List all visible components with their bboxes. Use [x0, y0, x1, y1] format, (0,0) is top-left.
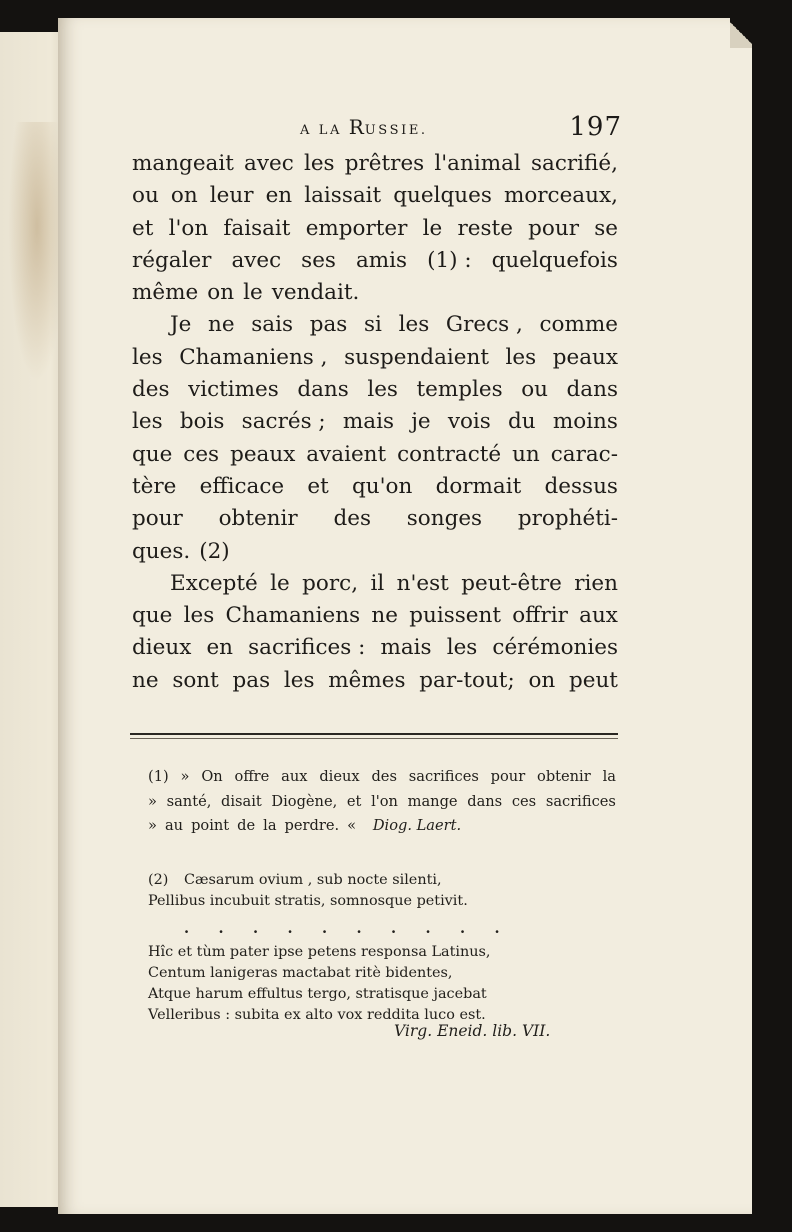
- word: amis: [355, 247, 408, 273]
- word: qu'on: [352, 473, 413, 499]
- word: les: [303, 151, 335, 176]
- word: suspendaient: [344, 344, 489, 370]
- word: (1): [148, 768, 169, 785]
- word: morceaux,: [503, 183, 618, 209]
- word: carac-: [550, 441, 618, 467]
- word: que: [132, 441, 173, 467]
- main-text: [132, 148, 618, 697]
- text-line: [132, 342, 618, 374]
- footnote-2-marker: (2): [148, 872, 169, 888]
- footnote-2: [148, 870, 588, 1026]
- word: peaux: [230, 441, 296, 467]
- ellipsis-dot: .: [391, 920, 397, 937]
- word: dessus: [544, 473, 618, 499]
- word: aux: [281, 768, 308, 785]
- word: des: [333, 506, 371, 532]
- word: la: [602, 768, 616, 785]
- word: leur: [209, 183, 254, 209]
- text-line: [132, 245, 618, 277]
- word: tère: [132, 473, 177, 499]
- text-line: [132, 568, 618, 600]
- word: peaux: [552, 344, 618, 370]
- word: les: [132, 409, 163, 435]
- ellipsis-dot: .: [218, 920, 224, 937]
- word: «: [347, 817, 357, 834]
- word: l'on: [168, 215, 209, 241]
- word: sacrés ;: [241, 409, 326, 435]
- footnote-citation: Diog. Laert.: [372, 817, 462, 834]
- word: prophéti-: [517, 506, 618, 532]
- word: santé,: [166, 792, 212, 810]
- word: par-tout;: [419, 667, 515, 693]
- word: avec: [231, 247, 282, 273]
- word: laissait: [304, 183, 382, 209]
- ellipsis-dot: .: [460, 920, 466, 937]
- word: se: [594, 215, 618, 241]
- word: en: [206, 635, 234, 661]
- ellipsis-dot: .: [494, 920, 500, 937]
- word: on: [170, 183, 198, 209]
- ellipsis-dot: .: [425, 920, 431, 937]
- word: (2): [199, 538, 230, 564]
- word: ne: [371, 603, 398, 629]
- word: mange: [407, 792, 458, 810]
- word: sais: [251, 312, 294, 338]
- word: les: [446, 635, 478, 661]
- word: pas: [309, 312, 348, 338]
- word: n'est: [396, 570, 449, 596]
- word: dans: [297, 377, 349, 403]
- word: temples: [416, 377, 503, 403]
- word: offrir: [512, 603, 568, 629]
- word: en: [265, 183, 293, 209]
- word: avec: [244, 151, 294, 176]
- verse-line: Velleribus : subita ex alto vox reddita luco est.: [148, 1007, 486, 1023]
- text-line: [132, 665, 618, 697]
- ellipsis-dot: .: [322, 920, 328, 937]
- word: »: [180, 768, 190, 785]
- text-line: [132, 439, 618, 471]
- word: rien: [574, 570, 618, 596]
- verse-line: Cæsarum ovium , sub nocte silenti,: [184, 872, 442, 888]
- word: l'on: [371, 792, 398, 810]
- word: emporter: [305, 215, 408, 241]
- word: pour: [490, 768, 526, 785]
- word: les: [505, 344, 537, 370]
- word: »: [148, 817, 157, 834]
- text-line: [132, 600, 618, 632]
- word: mangeait: [132, 151, 234, 176]
- word: les: [398, 312, 430, 338]
- word: ses: [301, 247, 336, 273]
- word: porc,: [302, 570, 359, 596]
- verse-line: Pellibus incubuit stratis, somnosque petivit.: [148, 893, 468, 909]
- text-line: [132, 503, 618, 535]
- word: efficace: [199, 473, 285, 499]
- word: et: [346, 792, 362, 810]
- running-title: A LA RUSSIE.: [300, 115, 428, 139]
- word: Chamaniens ,: [179, 344, 328, 370]
- word: »: [148, 792, 157, 810]
- word: Diogène,: [271, 792, 338, 810]
- word: contracté: [397, 441, 502, 467]
- word: (1) :: [427, 247, 472, 273]
- word: perdre.: [284, 817, 340, 834]
- word: quelques: [393, 183, 492, 209]
- word: le: [270, 570, 290, 596]
- word: les: [283, 667, 315, 693]
- word: de: [237, 817, 256, 834]
- word: si: [364, 312, 382, 338]
- word: sacrifié,: [530, 151, 618, 176]
- running-header: [300, 112, 622, 142]
- word: les: [367, 377, 398, 403]
- word: des: [132, 377, 170, 403]
- word: aux: [579, 603, 618, 629]
- word: vendait.: [271, 280, 360, 306]
- text-line: [132, 213, 618, 245]
- word: ne: [208, 312, 235, 338]
- text-line: [132, 406, 618, 438]
- word: mais: [380, 635, 432, 661]
- word: mêmes: [328, 667, 406, 693]
- word: ces: [511, 792, 537, 810]
- text-line: [132, 536, 618, 568]
- word: prêtres: [344, 151, 425, 176]
- word: pas: [232, 667, 271, 693]
- footnote-1: [148, 765, 616, 839]
- word: peut: [568, 667, 618, 693]
- word: ces: [183, 441, 220, 467]
- footnote-rule: [130, 733, 618, 735]
- word: cérémonies: [492, 635, 618, 661]
- word: un: [512, 441, 540, 467]
- word: faisait: [223, 215, 291, 241]
- ellipsis-dot: .: [287, 920, 293, 937]
- word: sacrifices: [545, 792, 616, 810]
- word: songes: [406, 506, 483, 532]
- text-line: [132, 471, 618, 503]
- word: dans: [467, 792, 503, 810]
- word: moins: [552, 409, 618, 435]
- footnote-line: [148, 765, 616, 790]
- word: obtenir: [537, 768, 591, 785]
- word: sont: [172, 667, 219, 693]
- word: mais: [342, 409, 395, 435]
- word: Chamaniens: [225, 603, 361, 629]
- ellipsis-dot: .: [253, 920, 259, 937]
- word: on: [528, 667, 556, 693]
- text-line: [132, 374, 618, 406]
- word: du: [508, 409, 536, 435]
- word: ne: [132, 667, 159, 693]
- verse-line: Centum lanigeras mactabat ritè bidentes,: [148, 965, 453, 981]
- word: les: [132, 344, 163, 370]
- word: peut-être: [461, 570, 562, 596]
- word: même: [132, 280, 199, 306]
- word: reste: [457, 215, 513, 241]
- word: puissent: [409, 603, 501, 629]
- word: le: [422, 215, 443, 241]
- footnote-rule-thin: [130, 738, 618, 739]
- text-line: [132, 148, 618, 180]
- word: sacrifices: [408, 768, 479, 785]
- word: point: [191, 817, 230, 834]
- text-line: [132, 309, 618, 341]
- word: obtenir: [218, 506, 298, 532]
- page-number: 197: [569, 112, 622, 142]
- word: on: [207, 280, 235, 306]
- word: pour: [528, 215, 579, 241]
- verse-line: Atque harum effultus tergo, stratisque jacebat: [148, 986, 487, 1002]
- word: offre: [234, 768, 270, 785]
- word: ques.: [132, 538, 191, 564]
- word: il: [370, 570, 385, 596]
- word: Je: [170, 312, 192, 338]
- text-line: [132, 180, 618, 212]
- word: Grecs ,: [445, 312, 523, 338]
- ellipsis-dot: .: [356, 920, 362, 937]
- word: disait: [221, 792, 262, 810]
- word: dormait: [435, 473, 522, 499]
- word: ou: [132, 183, 159, 209]
- word: dans: [566, 377, 618, 403]
- word: des: [371, 768, 397, 785]
- word: victimes: [188, 377, 279, 403]
- word: comme: [539, 312, 618, 338]
- text-line: [132, 632, 618, 664]
- word: vois: [447, 409, 491, 435]
- word: quelquefois: [491, 247, 618, 273]
- word: le: [243, 280, 263, 306]
- word: la: [263, 817, 277, 834]
- verse-source: Virg. Eneid. lib. VII.: [394, 1022, 551, 1040]
- word: dieux: [132, 635, 192, 661]
- word: que: [132, 603, 173, 629]
- word: pour: [132, 506, 183, 532]
- page-corner: [730, 18, 752, 48]
- word: bois: [179, 409, 225, 435]
- footnote-line: [148, 814, 616, 839]
- verse-line: Hîc et tùm pater ipse petens responsa Latinus,: [148, 944, 491, 960]
- text-line: [132, 277, 618, 309]
- word: régaler: [132, 247, 212, 273]
- footnote-line: [148, 790, 616, 815]
- ellipsis-dot: .: [184, 920, 190, 937]
- word: je: [411, 409, 431, 435]
- word: et: [307, 473, 329, 499]
- word: l'animal: [434, 151, 521, 176]
- word: dieux: [319, 768, 360, 785]
- verse-ellipsis: [148, 920, 588, 942]
- word: sacrifices :: [248, 635, 366, 661]
- word: au: [164, 817, 184, 834]
- word: On: [201, 768, 223, 785]
- word: et: [132, 215, 154, 241]
- word: ou: [521, 377, 548, 403]
- word: Excepté: [170, 570, 258, 596]
- word: avaient: [306, 441, 387, 467]
- word: les: [183, 603, 215, 629]
